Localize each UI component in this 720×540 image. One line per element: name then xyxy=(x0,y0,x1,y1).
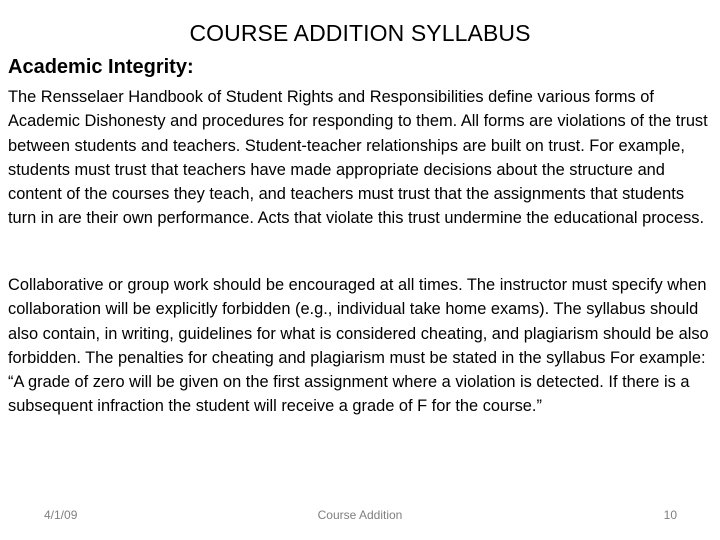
body-paragraph-collaboration: Collaborative or group work should be encouraged at all times. The instructor must specify when collaboration will be explicitly forbidden (e.g., individual take home exams). The syllabus should also contain, in writing, guidelines for what is considered cheating, and plagiarism should be also forbidden. The penalties for cheating and plagiarism must be stated in the syllabus For example: “A grade of zero will be given on the first assignment where a violation is detected. If there is a subsequent infraction the student will receive a grade of F for the course.” xyxy=(8,276,709,416)
footer-date: 4/1/09 xyxy=(44,508,78,522)
section-heading: Academic Integrity: xyxy=(8,56,194,78)
footer-page-number: 10 xyxy=(663,508,677,522)
footer-title: Course Addition xyxy=(317,508,403,522)
slide-title: COURSE ADDITION SYLLABUS xyxy=(189,20,531,46)
body-paragraph-academic-dishonesty: The Rensselaer Handbook of Student Rights and Responsibilities define various forms of Academic Dishonesty and procedures for responding to them. All forms are violations of the trust between students and teachers. Student-teacher relationships are built on trust. For example, students must trust that teachers have made appropriate decisions about the structure and content of the courses they teach, and teachers must trust that the assignments that students turn in are their own performance. Acts that violate this trust undermine the educational process. xyxy=(8,88,708,228)
